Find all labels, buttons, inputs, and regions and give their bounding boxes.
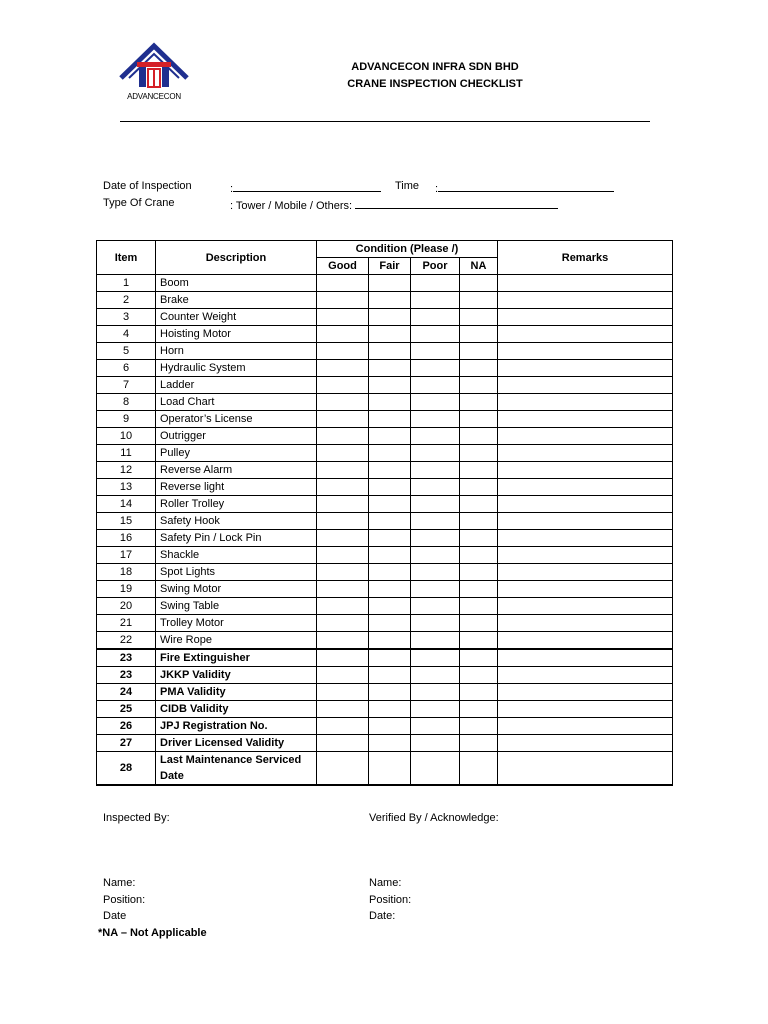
verifier-name-label: Name: (369, 877, 402, 889)
na-cell[interactable] (460, 428, 498, 445)
good-cell[interactable] (317, 649, 369, 667)
item-description: Hoisting Motor (156, 326, 317, 343)
na-cell[interactable] (460, 496, 498, 513)
logo-text: ADVANCECON (127, 92, 181, 101)
poor-cell[interactable] (411, 649, 460, 667)
remarks-cell[interactable] (498, 701, 673, 718)
good-cell[interactable] (317, 752, 369, 786)
good-cell[interactable] (317, 292, 369, 309)
item-description: Driver Licensed Validity (156, 735, 317, 752)
remarks-cell[interactable] (498, 615, 673, 632)
verifier-date-label: Date: (369, 910, 396, 922)
good-cell[interactable] (317, 667, 369, 684)
poor-cell[interactable] (411, 530, 460, 547)
remarks-cell[interactable] (498, 513, 673, 530)
na-cell[interactable] (460, 735, 498, 752)
na-cell[interactable] (460, 360, 498, 377)
poor-cell[interactable] (411, 275, 460, 292)
poor-cell[interactable] (411, 598, 460, 615)
good-cell[interactable] (317, 377, 369, 394)
verifier-position-label: Position: (369, 894, 412, 906)
date-blank-line (233, 180, 381, 192)
good-cell[interactable] (317, 615, 369, 632)
table-row (97, 275, 673, 292)
type-blank-line (355, 197, 558, 209)
type-of-crane-options: : Tower / Mobile / Others: (230, 200, 353, 212)
na-cell[interactable] (460, 615, 498, 632)
footnote: *NA – Not Applicable (98, 927, 207, 939)
remarks-cell[interactable] (498, 445, 673, 462)
good-cell[interactable] (317, 547, 369, 564)
poor-cell[interactable] (411, 581, 460, 598)
time-label: Time (395, 180, 420, 192)
time-blank-line (438, 180, 614, 192)
fair-cell[interactable] (369, 581, 411, 598)
poor-cell[interactable] (411, 462, 460, 479)
inspection-table (96, 240, 673, 786)
remarks-cell[interactable] (498, 479, 673, 496)
item-description: Horn (156, 343, 317, 360)
fair-cell[interactable] (369, 479, 411, 496)
date-of-inspection-field[interactable] (230, 180, 381, 195)
na-cell[interactable] (460, 479, 498, 496)
fair-cell[interactable] (369, 735, 411, 752)
item-number: 18 (97, 564, 156, 581)
item-description: Reverse Alarm (156, 462, 317, 479)
poor-cell[interactable] (411, 394, 460, 411)
item-number: 22 (97, 632, 156, 650)
fair-cell[interactable] (369, 360, 411, 377)
item-description: Spot Lights (156, 564, 317, 581)
good-cell[interactable] (317, 479, 369, 496)
na-cell[interactable] (460, 564, 498, 581)
poor-cell[interactable] (411, 667, 460, 684)
remarks-cell[interactable] (498, 428, 673, 445)
fair-cell[interactable] (369, 547, 411, 564)
table-row (97, 564, 673, 581)
item-number: 11 (97, 445, 156, 462)
document-title: CRANE INSPECTION CHECKLIST (347, 78, 523, 90)
fair-cell[interactable] (369, 445, 411, 462)
table-row (97, 479, 673, 496)
fair-cell[interactable] (369, 343, 411, 360)
fair-cell[interactable] (369, 718, 411, 735)
item-number: 16 (97, 530, 156, 547)
item-description: Boom (156, 275, 317, 292)
remarks-cell[interactable] (498, 411, 673, 428)
fair-cell[interactable] (369, 394, 411, 411)
table-row (97, 309, 673, 326)
header-fair: Fair (369, 258, 411, 275)
remarks-cell[interactable] (498, 735, 673, 752)
na-cell[interactable] (460, 598, 498, 615)
item-number: 27 (97, 735, 156, 752)
good-cell[interactable] (317, 462, 369, 479)
remarks-cell[interactable] (498, 564, 673, 581)
table-row (97, 752, 673, 786)
item-description: Wire Rope (156, 632, 317, 650)
fair-cell[interactable] (369, 598, 411, 615)
inspector-name-label: Name: (103, 877, 136, 889)
header-description: Description (156, 241, 317, 275)
poor-cell[interactable] (411, 445, 460, 462)
poor-cell[interactable] (411, 326, 460, 343)
remarks-cell[interactable] (498, 667, 673, 684)
na-cell[interactable] (460, 684, 498, 701)
na-cell[interactable] (460, 752, 498, 786)
company-name: ADVANCECON INFRA SDN BHD (351, 61, 519, 73)
na-cell[interactable] (460, 309, 498, 326)
time-colon: : (435, 183, 439, 195)
inspector-date-label: Date (103, 910, 127, 922)
good-cell[interactable] (317, 309, 369, 326)
table-row (97, 615, 673, 632)
item-number: 12 (97, 462, 156, 479)
remarks-cell[interactable] (498, 649, 673, 667)
time-field[interactable] (435, 180, 614, 195)
fair-cell[interactable] (369, 411, 411, 428)
item-number: 26 (97, 718, 156, 735)
type-of-crane-label: Type Of Crane (103, 197, 175, 209)
fair-cell[interactable] (369, 326, 411, 343)
fair-cell[interactable] (369, 462, 411, 479)
good-cell[interactable] (317, 684, 369, 701)
item-description: Load Chart (156, 394, 317, 411)
remarks-cell[interactable] (498, 632, 673, 650)
header-na: NA (460, 258, 498, 275)
table-row (97, 701, 673, 718)
fair-cell[interactable] (369, 309, 411, 326)
good-cell[interactable] (317, 394, 369, 411)
table-row (97, 496, 673, 513)
poor-cell[interactable] (411, 343, 460, 360)
remarks-cell[interactable] (498, 292, 673, 309)
item-number: 9 (97, 411, 156, 428)
na-cell[interactable] (460, 462, 498, 479)
remarks-cell[interactable] (498, 360, 673, 377)
poor-cell[interactable] (411, 735, 460, 752)
item-number: 3 (97, 309, 156, 326)
good-cell[interactable] (317, 411, 369, 428)
item-number: 4 (97, 326, 156, 343)
remarks-cell[interactable] (498, 394, 673, 411)
table-row (97, 718, 673, 735)
item-description: PMA Validity (156, 684, 317, 701)
poor-cell[interactable] (411, 752, 460, 786)
remarks-cell[interactable] (498, 343, 673, 360)
na-cell[interactable] (460, 326, 498, 343)
poor-cell[interactable] (411, 360, 460, 377)
type-of-crane-field[interactable] (230, 197, 558, 212)
poor-cell[interactable] (411, 718, 460, 735)
na-cell[interactable] (460, 718, 498, 735)
header-remarks: Remarks (498, 241, 673, 275)
remarks-cell[interactable] (498, 684, 673, 701)
table-row (97, 428, 673, 445)
poor-cell[interactable] (411, 428, 460, 445)
remarks-cell[interactable] (498, 598, 673, 615)
item-description: Shackle (156, 547, 317, 564)
good-cell[interactable] (317, 513, 369, 530)
good-cell[interactable] (317, 326, 369, 343)
good-cell[interactable] (317, 735, 369, 752)
poor-cell[interactable] (411, 632, 460, 650)
na-cell[interactable] (460, 411, 498, 428)
fair-cell[interactable] (369, 530, 411, 547)
good-cell[interactable] (317, 581, 369, 598)
remarks-cell[interactable] (498, 581, 673, 598)
table-row (97, 581, 673, 598)
table-row (97, 632, 673, 650)
na-cell[interactable] (460, 445, 498, 462)
item-description: Safety Pin / Lock Pin (156, 530, 317, 547)
item-description: Fire Extinguisher (156, 649, 317, 667)
na-cell[interactable] (460, 632, 498, 650)
inspected-by-label: Inspected By: (103, 812, 170, 824)
item-description: Pulley (156, 445, 317, 462)
item-number: 5 (97, 343, 156, 360)
item-description: Counter Weight (156, 309, 317, 326)
item-description: Trolley Motor (156, 615, 317, 632)
item-number: 2 (97, 292, 156, 309)
item-description: Brake (156, 292, 317, 309)
na-cell[interactable] (460, 581, 498, 598)
fair-cell[interactable] (369, 496, 411, 513)
remarks-cell[interactable] (498, 462, 673, 479)
item-number: 25 (97, 701, 156, 718)
table-row (97, 649, 673, 667)
item-description: Safety Hook (156, 513, 317, 530)
item-description: CIDB Validity (156, 701, 317, 718)
table-row (97, 394, 673, 411)
fair-cell[interactable] (369, 752, 411, 786)
header-item: Item (97, 241, 156, 275)
fair-cell[interactable] (369, 701, 411, 718)
good-cell[interactable] (317, 428, 369, 445)
na-cell[interactable] (460, 292, 498, 309)
table-row (97, 530, 673, 547)
na-cell[interactable] (460, 513, 498, 530)
table-row (97, 377, 673, 394)
poor-cell[interactable] (411, 615, 460, 632)
verified-by-label: Verified By / Acknowledge: (369, 812, 499, 824)
poor-cell[interactable] (411, 496, 460, 513)
table-row (97, 735, 673, 752)
na-cell[interactable] (460, 547, 498, 564)
poor-cell[interactable] (411, 411, 460, 428)
item-number: 15 (97, 513, 156, 530)
table-row (97, 326, 673, 343)
item-description: Swing Table (156, 598, 317, 615)
remarks-cell[interactable] (498, 309, 673, 326)
remarks-cell[interactable] (498, 718, 673, 735)
poor-cell[interactable] (411, 701, 460, 718)
good-cell[interactable] (317, 564, 369, 581)
poor-cell[interactable] (411, 309, 460, 326)
remarks-cell[interactable] (498, 326, 673, 343)
fair-cell[interactable] (369, 564, 411, 581)
item-number: 28 (97, 752, 156, 786)
item-number: 21 (97, 615, 156, 632)
item-description: Last Maintenance Serviced Date (156, 752, 317, 786)
item-number: 6 (97, 360, 156, 377)
good-cell[interactable] (317, 275, 369, 292)
header-condition: Condition (Please /) (317, 241, 498, 258)
item-number: 23 (97, 649, 156, 667)
item-description: Reverse light (156, 479, 317, 496)
good-cell[interactable] (317, 496, 369, 513)
remarks-cell[interactable] (498, 547, 673, 564)
good-cell[interactable] (317, 530, 369, 547)
fair-cell[interactable] (369, 377, 411, 394)
header-divider (120, 121, 650, 122)
item-description: Ladder (156, 377, 317, 394)
item-description: Operator’s License (156, 411, 317, 428)
item-description: Swing Motor (156, 581, 317, 598)
na-cell[interactable] (460, 649, 498, 667)
fair-cell[interactable] (369, 615, 411, 632)
poor-cell[interactable] (411, 377, 460, 394)
remarks-cell[interactable] (498, 496, 673, 513)
na-cell[interactable] (460, 275, 498, 292)
fair-cell[interactable] (369, 684, 411, 701)
table-row (97, 411, 673, 428)
item-number: 14 (97, 496, 156, 513)
na-cell[interactable] (460, 667, 498, 684)
poor-cell[interactable] (411, 564, 460, 581)
item-number: 10 (97, 428, 156, 445)
fair-cell[interactable] (369, 292, 411, 309)
fair-cell[interactable] (369, 649, 411, 667)
na-cell[interactable] (460, 343, 498, 360)
date-of-inspection-label: Date of Inspection (103, 180, 192, 192)
table-row (97, 292, 673, 309)
table-row (97, 360, 673, 377)
fair-cell[interactable] (369, 275, 411, 292)
remarks-cell[interactable] (498, 377, 673, 394)
header-poor: Poor (411, 258, 460, 275)
good-cell[interactable] (317, 701, 369, 718)
header-good: Good (317, 258, 369, 275)
good-cell[interactable] (317, 445, 369, 462)
poor-cell[interactable] (411, 684, 460, 701)
table-row (97, 343, 673, 360)
table-row (97, 598, 673, 615)
remarks-cell[interactable] (498, 752, 673, 786)
fair-cell[interactable] (369, 513, 411, 530)
item-description: Roller Trolley (156, 496, 317, 513)
fair-cell[interactable] (369, 632, 411, 650)
item-description: Outrigger (156, 428, 317, 445)
table-row (97, 513, 673, 530)
table-row (97, 667, 673, 684)
item-number: 8 (97, 394, 156, 411)
item-number: 1 (97, 275, 156, 292)
item-description: JPJ Registration No. (156, 718, 317, 735)
good-cell[interactable] (317, 343, 369, 360)
poor-cell[interactable] (411, 513, 460, 530)
na-cell[interactable] (460, 530, 498, 547)
poor-cell[interactable] (411, 479, 460, 496)
logo-house-icon (117, 42, 191, 92)
item-number: 23 (97, 667, 156, 684)
na-cell[interactable] (460, 701, 498, 718)
table-row (97, 462, 673, 479)
fair-cell[interactable] (369, 667, 411, 684)
item-number: 13 (97, 479, 156, 496)
item-number: 7 (97, 377, 156, 394)
inspector-position-label: Position: (103, 894, 146, 906)
na-cell[interactable] (460, 394, 498, 411)
good-cell[interactable] (317, 360, 369, 377)
date-of-inspection-colon: : (230, 183, 234, 195)
company-logo (117, 42, 191, 104)
item-description: JKKP Validity (156, 667, 317, 684)
item-description: Hydraulic System (156, 360, 317, 377)
poor-cell[interactable] (411, 292, 460, 309)
remarks-cell[interactable] (498, 530, 673, 547)
na-cell[interactable] (460, 377, 498, 394)
table-row (97, 547, 673, 564)
table-row (97, 684, 673, 701)
good-cell[interactable] (317, 718, 369, 735)
fair-cell[interactable] (369, 428, 411, 445)
remarks-cell[interactable] (498, 275, 673, 292)
item-number: 24 (97, 684, 156, 701)
good-cell[interactable] (317, 598, 369, 615)
item-number: 19 (97, 581, 156, 598)
table-row (97, 445, 673, 462)
item-number: 17 (97, 547, 156, 564)
good-cell[interactable] (317, 632, 369, 650)
poor-cell[interactable] (411, 547, 460, 564)
item-number: 20 (97, 598, 156, 615)
